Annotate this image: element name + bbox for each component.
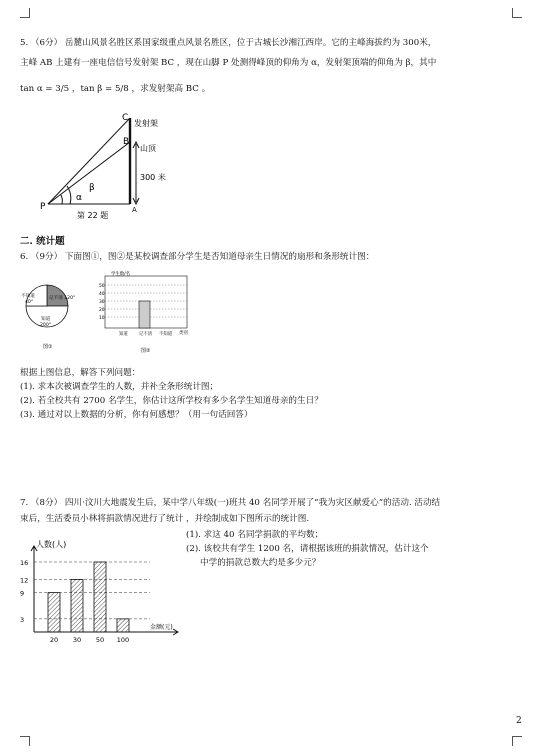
pie-value-dont-know: 40°	[25, 300, 34, 305]
q6-question-2: (2). 若全校共有 2700 名学生，你估计这所学校有多少名学生知道母亲的生日？	[20, 396, 323, 406]
bar-ylabel: 学生数/名	[111, 272, 131, 277]
y-tick-3: 3	[20, 615, 25, 624]
q7-question-1: (1). 求这 40 名同学捐款的平均数；	[186, 530, 324, 540]
bar-ytick-30: 30	[99, 300, 105, 305]
q5-line-3: tan α = 3/5 ，tan β = 5/8 ，求发射架高 BC 。	[20, 84, 211, 94]
q7-question-2a: (2). 该校共有学生 1200 名，请根据该班的捐款情况，估计这个	[186, 544, 429, 554]
q7-line-1: 7. （8分） 四川·汶川大地震发生后，某中学八年级(一)班共 40 名同学开展了“我为灾区献爱心”的活动. 活动结	[20, 498, 441, 508]
bar-unsure	[139, 301, 150, 328]
crop-mark-top-right	[512, 8, 522, 18]
bar-ytick-40: 40	[99, 292, 105, 297]
q7-line-2: 束后，生活委员小林将捐款情况进行了统计 ，并绘制成如下图所示的统计图.	[20, 514, 310, 524]
bar-100	[117, 619, 129, 632]
bar-category-know: 知道	[119, 332, 128, 337]
bar-ytick-10: 10	[99, 316, 105, 321]
y-tick-12: 12	[20, 576, 29, 585]
bar-caption: 图②	[141, 348, 151, 354]
pie-caption: 图①	[43, 344, 53, 350]
q5-geometry-figure	[40, 108, 190, 223]
y-tick-9: 9	[20, 589, 25, 598]
x-axis-label: 金额(元)	[150, 624, 173, 631]
line-pb	[48, 142, 130, 204]
q5-line-1: 5. （6分） 岳麓山风景名胜区系国家级重点风景名胜区，位于古城长沙湘江西岸。它的主峰海拔约为 300米，	[20, 38, 437, 48]
q5-line-2: 主峰 AB 上建有一座电信信号发射架 BC ，现在山脚 P 处测得峰顶的仰角为 α，发射架顶端的仰角为 β，其中	[20, 58, 437, 68]
label-p: P	[40, 202, 46, 212]
bar-20	[48, 593, 60, 632]
x-tick-50: 50	[95, 636, 105, 644]
alpha-arc	[61, 195, 62, 204]
bar-ytick-50: 50	[99, 284, 105, 289]
pie-label-know: 知道	[41, 317, 51, 322]
q7-question-2b: 中学的捐款总数大约是多少元？	[200, 558, 321, 568]
tower-label: 发射架	[134, 119, 158, 128]
y-tick-16: 16	[20, 559, 29, 567]
figure-caption: 第 22 题	[77, 211, 109, 220]
label-a: A	[132, 206, 137, 214]
crop-mark-bottom-right	[512, 736, 522, 746]
pie-label-dont-know: 不知道	[21, 294, 35, 299]
crop-mark-bottom-left	[20, 736, 30, 746]
bar-30	[71, 580, 83, 633]
bar-xlabel: 类别	[179, 331, 188, 336]
label-alpha: α	[76, 193, 82, 203]
height-label: 300 米	[140, 173, 166, 182]
x-tick-100: 100	[116, 636, 130, 644]
pie-label-unsure: 记不清 120°	[49, 296, 76, 301]
peak-label: 山顶	[140, 144, 156, 153]
q6-question-1: (1). 求本次被调查学生的人数，并补全条形统计图；	[20, 382, 219, 392]
pie-chart	[21, 285, 75, 350]
q6-intro: 根据上图信息，解答下列问题：	[20, 368, 141, 378]
pie-value-know: 200°	[40, 323, 52, 328]
bar-category-unsure: 记不清	[139, 332, 153, 337]
q6-question-3: (3). 通过对以上数据的分析，你有何感想？（用一句话回答）	[20, 410, 253, 420]
q6-line-1: 6. （9分） 下面图①，图②是某校调查部分学生是否知道母亲生日情况的扇形和条形统计图：	[20, 252, 375, 262]
bar-50	[94, 562, 106, 632]
x-tick-30: 30	[72, 636, 82, 644]
crop-mark-top-left	[20, 8, 30, 18]
label-b: B	[123, 137, 130, 147]
q6-figures	[15, 266, 195, 362]
page-number: 2	[516, 716, 522, 726]
section-title: 二. 统计题	[20, 236, 65, 247]
bar-chart	[99, 270, 188, 354]
bar-category-dont-know: 不知道	[159, 332, 173, 337]
x-tick-20: 20	[49, 636, 59, 644]
q7-donation-chart	[0, 532, 185, 650]
y-axis-label: 人数(人)	[36, 540, 67, 549]
bar-ytick-20: 20	[99, 308, 105, 313]
label-beta: β	[89, 183, 95, 193]
label-c: C	[122, 113, 129, 123]
